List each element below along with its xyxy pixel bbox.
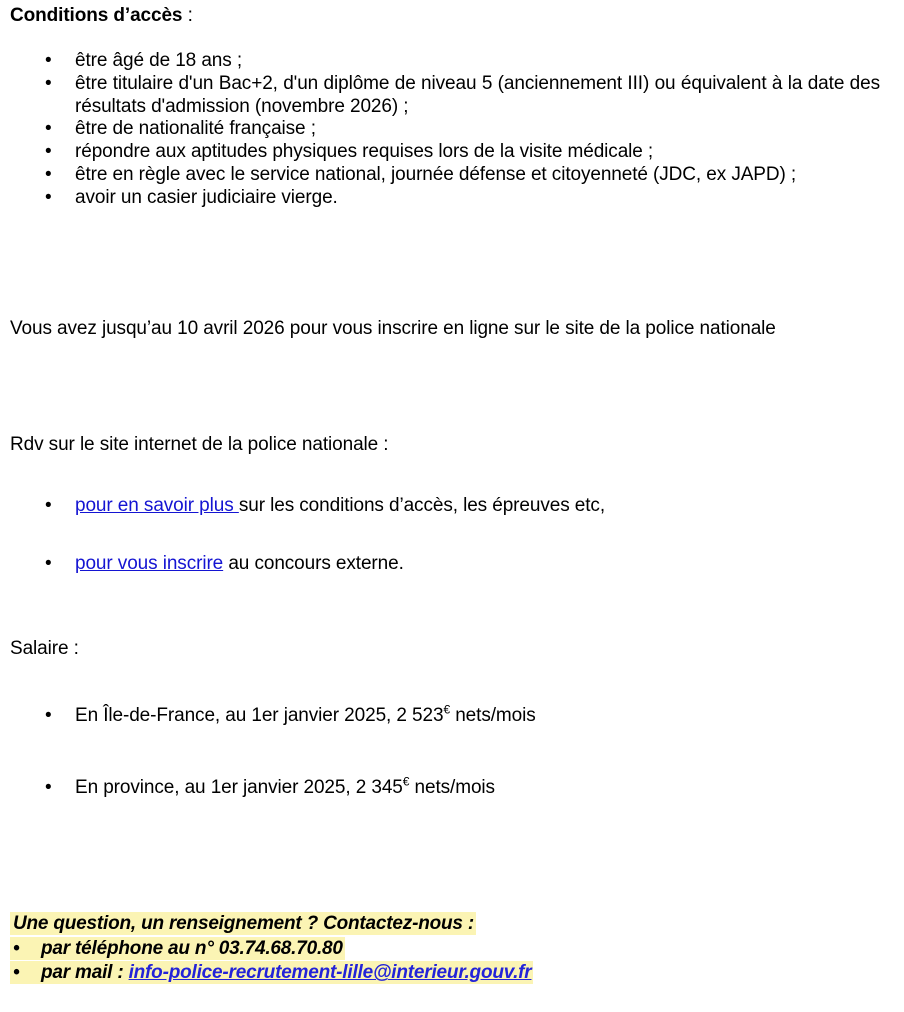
list-item-label: répondre aux aptitudes physiques requises lors de la visite médicale ;: [75, 141, 654, 163]
list-item-label: être titulaire d'un Bac+2, d'un diplôme de niveau 5 (anciennement III) ou équivalent à la date des résultats d'admission (novembre 2026) ;: [75, 72, 880, 117]
list-item-label: être âgé de 18 ans ;: [75, 50, 243, 71]
contact-phone-line: [10, 937, 710, 962]
list-item-label: avoir un casier judiciaire vierge.: [75, 186, 338, 208]
deadline-paragraph: Vous avez jusqu’au 10 avril 2026 pour vous inscrire en ligne sur le site de la police nationale: [10, 318, 776, 339]
salary-unit-idf: nets/mois: [450, 705, 536, 726]
list-item-label: au concours externe.: [223, 553, 404, 575]
rdv-paragraph: Rdv sur le site internet de la police nationale :: [10, 434, 389, 455]
list-item: [0, 73, 904, 119]
contact-phone-highlight: [10, 937, 345, 960]
list-item: [0, 118, 904, 141]
euro-superscript-icon: €: [402, 775, 410, 790]
list-item: [0, 50, 904, 73]
list-item: [0, 164, 904, 187]
page-title-text: Conditions d’accès: [10, 5, 183, 26]
list-item: [0, 702, 904, 727]
bullet-icon: •: [45, 163, 52, 185]
contact-title: Une question, un renseignement ? Contactez-nous :: [10, 912, 476, 935]
salary-amount-idf: En Île-de-France, au 1er janvier 2025, 2 523: [75, 705, 444, 726]
salary-label: Salaire :: [10, 638, 79, 659]
list-item-label: être de nationalité française ;: [75, 118, 316, 140]
bullet-icon: •: [45, 50, 52, 71]
list-item: [0, 187, 904, 210]
contact-mail-line: [10, 961, 710, 986]
contact-mail-highlight: [10, 961, 533, 984]
bullet-icon: •: [45, 118, 52, 140]
contact-mail-link[interactable]: info-police-recrutement-lille@interieur.gouv.fr: [128, 962, 532, 984]
contact-mail-label: par mail :: [41, 962, 129, 984]
bullet-icon: •: [45, 495, 52, 516]
bullet-icon: •: [45, 705, 52, 726]
bullet-icon: •: [45, 186, 52, 208]
list-item: [0, 777, 904, 799]
salary-list: [0, 702, 904, 800]
list-item-label: être en règle avec le service national, journée défense et citoyenneté (JDC, ex JAPD) ;: [75, 163, 797, 185]
bullet-icon: •: [13, 937, 20, 959]
list-item: [0, 553, 904, 575]
page-title: [10, 5, 193, 27]
link-vous-inscrire[interactable]: pour vous inscrire: [75, 553, 224, 575]
contact-title-line: [10, 912, 710, 937]
link-en-savoir-plus[interactable]: pour en savoir plus: [75, 495, 239, 516]
bullet-icon: •: [45, 777, 52, 799]
contact-phone-label: par téléphone au n° 03.74.68.70.80: [41, 937, 343, 959]
list-item-label: sur les conditions d’accès, les épreuves etc,: [238, 495, 606, 516]
list-item: [0, 141, 904, 164]
bullet-icon: •: [13, 962, 20, 984]
page-title-colon: :: [182, 5, 193, 26]
bullet-icon: •: [45, 72, 52, 94]
bullet-icon: •: [45, 553, 52, 575]
salary-unit-province: nets/mois: [409, 777, 495, 799]
list-item: [0, 495, 904, 517]
euro-superscript-icon: €: [443, 702, 451, 717]
links-list: [0, 495, 904, 576]
bullet-icon: •: [45, 141, 52, 163]
contact-block: [10, 912, 710, 986]
salary-amount-province: En province, au 1er janvier 2025, 2 345: [75, 777, 403, 799]
conditions-list: [0, 50, 904, 210]
